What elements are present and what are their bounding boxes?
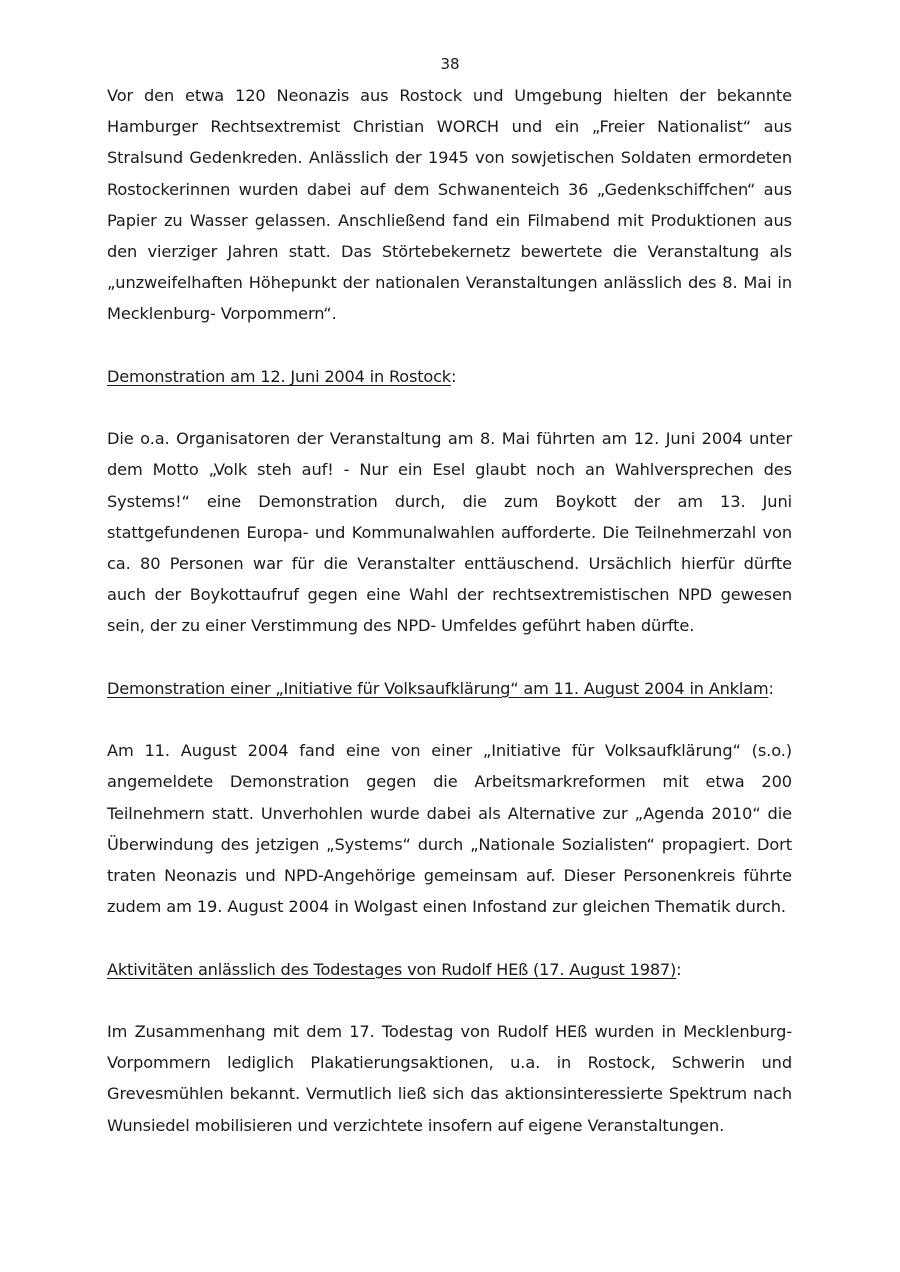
heading-colon: :: [768, 678, 774, 698]
heading-text: Demonstration einer „Initiative für Volksaufklärung“ am 11. August 2004 in Anklam: [107, 678, 769, 698]
paragraph-rostock: Die o.a. Organisatoren der Veranstaltung am 8. Mai führten am 12. Juni 2004 unter dem Motto „Volk steh auf! - Nur ein Esel glaubt noch an Wahlversprechen des Systems!“ eine Demonstration durch, die zum Boykott der am 13. Juni stattgefundenen Europa- und Kommunalwahlen aufforderte. Die Teilnehmerzahl von ca. 80 Personen war für die Veranstalter enttäuschend. Ursächlich hierfür dürfte auch der Boykottaufruf gegen eine Wahl der rechtsextremistischen NPD gewesen sein, der zu einer Verstimmung des NPD- Umfeldes geführt haben dürfte.: [107, 429, 792, 636]
spacer: [107, 704, 792, 735]
heading-text: Aktivitäten anlässlich des Todestages von Rudolf HEß (17. August 1987): [107, 959, 677, 979]
heading-colon: :: [450, 366, 457, 386]
heading-text: Demonstration am 12. Juni 2004 in Rostock: [107, 366, 451, 386]
paragraph-hess: Im Zusammenhang mit dem 17. Todestag von Rudolf HEß wurden in Mecklenburg-Vorpommern lediglich Plakatierungsaktionen, u.a. in Rostock, Schwerin und Grevesmühlen bekannt. Vermutlich ließ sich das aktionsinteressierte Spektrum nach Wunsiedel mobilisieren und verzichtete insofern auf eigene Veranstaltungen.: [107, 1022, 792, 1135]
section-heading-anklam: [107, 673, 792, 704]
heading-colon: :: [676, 959, 682, 979]
spacer: [107, 642, 792, 673]
page-body: [107, 80, 792, 1141]
spacer: [107, 392, 792, 423]
section-heading-rostock: [107, 361, 792, 392]
spacer: [107, 922, 792, 953]
spacer: [107, 330, 792, 361]
page-number: 38: [440, 55, 460, 73]
spacer: [107, 985, 792, 1016]
section-heading-hess: [107, 954, 792, 985]
paragraph-anklam: Am 11. August 2004 fand eine von einer „Initiative für Volksaufklärung“ (s.o.) angemeldete Demonstration gegen die Arbeitsmarkreformen mit etwa 200 Teilnehmern statt. Unverhohlen wurde dabei als Alternative zur „Agenda 2010“ die Überwindung des jetzigen „Systems“ durch „Nationale Sozialisten“ propagiert. Dort traten Neonazis und NPD-Angehörige gemeinsam auf. Dieser Personenkreis führte zudem am 19. August 2004 in Wolgast einen Infostand zur gleichen Thematik durch.: [107, 741, 792, 917]
paragraph-intro: Vor den etwa 120 Neonazis aus Rostock und Umgebung hielten der bekannte Hamburger Rechtsextremist Christian WORCH und ein „Freier Nationalist“ aus Stralsund Gedenkreden. Anlässlich der 1945 von sowjetischen Soldaten ermordeten Rostockerinnen wurden dabei auf dem Schwanenteich 36 „Gedenkschiffchen“ aus Papier zu Wasser gelassen. Anschließend fand ein Filmabend mit Produktionen aus den vierziger Jahren statt. Das Störtebekernetz bewertete die Veranstaltung als „unzweifelhaften Höhepunkt der nationalen Veranstaltungen anlässlich des 8. Mai in Mecklenburg- Vorpommern“.: [107, 86, 792, 324]
